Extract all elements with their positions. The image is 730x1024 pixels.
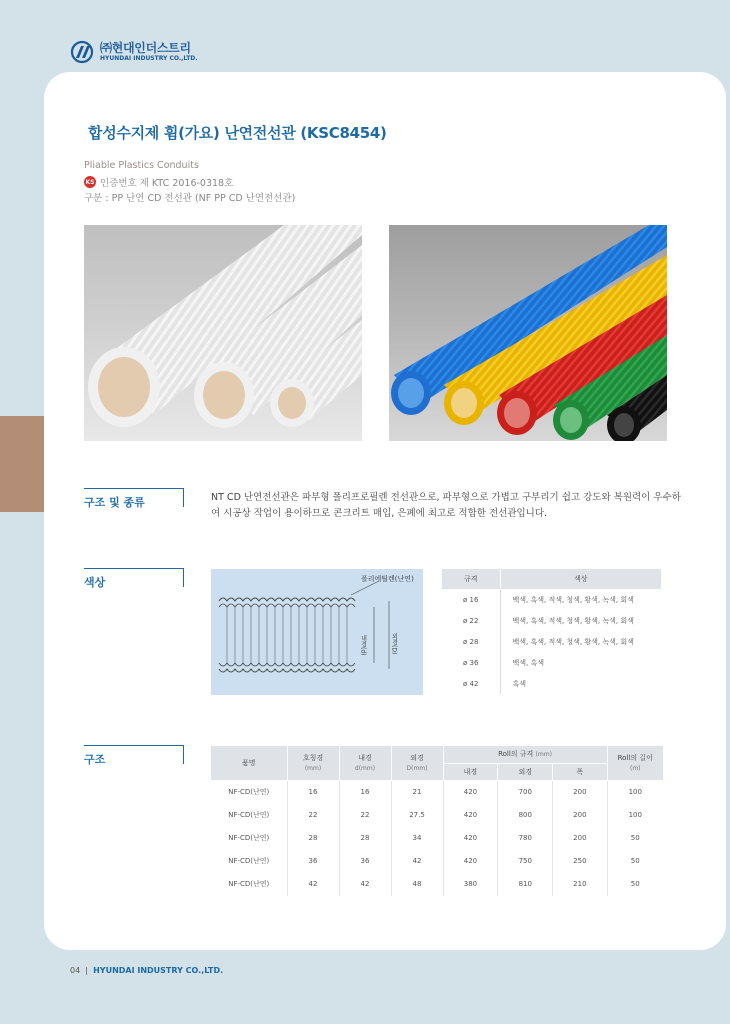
- spec-outer-cell: 27.5: [391, 804, 443, 827]
- spec-nominal-cell: 22: [287, 804, 339, 827]
- spec-roll-inner-cell: 380: [443, 873, 498, 896]
- table-row: [211, 827, 663, 850]
- spec-roll-outer-cell: 700: [498, 781, 553, 804]
- spec-name-cell: NF-CD(난연): [211, 827, 287, 850]
- product-subtitle: Pliable Plastics Conduits: [84, 160, 199, 171]
- footer-separator: |: [85, 966, 88, 975]
- spec-length-cell: 50: [630, 880, 640, 888]
- spec-roll-outer-cell: 800: [498, 804, 553, 827]
- colored-conduit-photo: [389, 225, 667, 441]
- logo-korean-name: ㈜현대인더스트리: [100, 41, 191, 55]
- color-list-cell: 백색, 흑색, 적색, 청색, 황색, 녹색, 회색: [512, 595, 634, 604]
- table-row: [211, 781, 663, 804]
- certification-number: 인증번호 제 KTC 2016-0318호: [100, 178, 234, 189]
- spec-nominal-cell: 16: [287, 781, 339, 804]
- table-row: [442, 652, 662, 673]
- content-card: [44, 72, 726, 950]
- color-size-cell: ø 22: [442, 610, 500, 631]
- color-list-cell: 백색, 흑색, 적색, 청색, 황색, 녹색, 회색: [512, 637, 634, 646]
- white-conduit-photo: [84, 225, 362, 441]
- spec-roll-inner-cell: 420: [443, 827, 498, 850]
- spec-header-length: Roll의 길이 (m): [607, 746, 663, 781]
- spec-header-name: 품명: [211, 746, 287, 781]
- table-row: [442, 673, 662, 694]
- product-category: 구분 : PP 난연 CD 전선관 (NF PP CD 난연전선관): [84, 193, 296, 204]
- spec-name-cell: NF-CD(난연): [211, 850, 287, 873]
- spec-roll-outer-cell: 810: [498, 873, 553, 896]
- diagram-label-inner: 내경(d): [359, 635, 367, 656]
- color-table-header-size: 규격: [442, 569, 500, 589]
- table-row: [442, 610, 662, 631]
- spec-roll-width-cell: 200: [553, 781, 607, 804]
- certification-line: [84, 175, 233, 189]
- footer-company: HYUNDAI INDUSTRY CO.,LTD.: [93, 966, 224, 975]
- page-title: 합성수지제 휨(가요) 난연전선관 (KSC8454): [88, 124, 387, 142]
- spec-header-roll-outer: 외경: [498, 764, 553, 781]
- section-heading-structure-types: 구조 및 종류: [84, 488, 184, 507]
- spec-inner-cell: 22: [339, 804, 391, 827]
- color-size-cell: ø 16: [442, 589, 500, 610]
- color-list-cell: 백색, 흑색, 적색, 청색, 황색, 녹색, 회색: [512, 616, 634, 625]
- color-size-cell: ø 36: [442, 652, 500, 673]
- spec-nominal-cell: 28: [287, 827, 339, 850]
- spec-outer-cell: 21: [391, 781, 443, 804]
- spec-roll-width-cell: 200: [553, 827, 607, 850]
- spec-length-cell: 100: [628, 788, 642, 797]
- spec-name-cell: NF-CD(난연): [211, 781, 287, 804]
- color-list-cell: 흑색: [512, 679, 527, 688]
- table-row: [442, 631, 662, 652]
- spec-name-cell: NF-CD(난연): [211, 873, 287, 896]
- spec-name-cell: NF-CD(난연): [211, 804, 287, 827]
- spec-header-nominal: 호칭경 (mm): [287, 746, 339, 781]
- table-row: [442, 589, 662, 610]
- color-size-cell: ø 28: [442, 631, 500, 652]
- spec-inner-cell: 36: [339, 850, 391, 873]
- spec-nominal-cell: 42: [287, 873, 339, 896]
- spec-length-cell: 50: [630, 834, 640, 842]
- color-list-cell: 백색, 흑색: [512, 658, 544, 667]
- spec-roll-outer-cell: 780: [498, 827, 553, 850]
- spec-header-outer: 외경 D(mm): [391, 746, 443, 781]
- spec-roll-width-cell: 210: [553, 873, 607, 896]
- section-heading-structure: 구조: [84, 745, 184, 764]
- side-tab-decoration: [0, 416, 44, 512]
- spec-roll-width-cell: 200: [553, 804, 607, 827]
- conduit-cross-section-diagram: [211, 569, 423, 695]
- spec-table: [211, 746, 663, 896]
- spec-header-roll-inner: 내경: [443, 764, 498, 781]
- page-number: 04: [70, 966, 81, 975]
- spec-length-cell: 100: [628, 811, 642, 819]
- diagram-label-outer: 외경(D): [390, 633, 398, 655]
- page-footer: [70, 966, 223, 975]
- spec-inner-cell: 16: [339, 781, 391, 804]
- spec-roll-outer-cell: 750: [498, 850, 553, 873]
- diagram-label-material: 폴리에틸렌(난연): [361, 575, 414, 583]
- spec-header-roll-width: 폭: [553, 764, 607, 781]
- spec-length-cell: 50: [630, 857, 640, 865]
- spec-nominal-cell: 36: [287, 850, 339, 873]
- spec-header-roll: Roll의 규격 (mm): [443, 746, 607, 764]
- color-size-cell: ø 42: [442, 673, 500, 694]
- product-description: NT CD 난연전선관은 파부형 폴리프로필렌 전선관으로, 파부형으로 가볍고 구부리기 쉽고 강도와 복원력이 우수하여 시공상 작업이 용이하므로 콘크리트 매입, 은폐에 최고로 적합한 전선관입니다.: [211, 492, 681, 519]
- logo-english-name: HYUNDAI INDUSTRY CO.,LTD.: [100, 55, 198, 62]
- spec-inner-cell: 28: [339, 827, 391, 850]
- spec-outer-cell: 48: [391, 873, 443, 896]
- section-heading-color: 색상: [84, 568, 184, 587]
- spec-header-inner: 내경 d(mm): [339, 746, 391, 781]
- spec-outer-cell: 42: [391, 850, 443, 873]
- spec-inner-cell: 42: [339, 873, 391, 896]
- spec-roll-inner-cell: 420: [443, 804, 498, 827]
- spec-roll-width-cell: 250: [553, 850, 607, 873]
- company-logo-icon: [70, 40, 96, 64]
- company-logo: [70, 40, 198, 64]
- spec-outer-cell: 34: [391, 827, 443, 850]
- spec-roll-inner-cell: 420: [443, 850, 498, 873]
- table-row: [211, 850, 663, 873]
- color-table-header-color: 색상: [500, 569, 662, 589]
- spec-roll-inner-cell: 420: [443, 781, 498, 804]
- table-row: [211, 804, 663, 827]
- table-row: [211, 873, 663, 896]
- color-table: [442, 569, 662, 694]
- ks-mark-icon: KS: [84, 176, 96, 188]
